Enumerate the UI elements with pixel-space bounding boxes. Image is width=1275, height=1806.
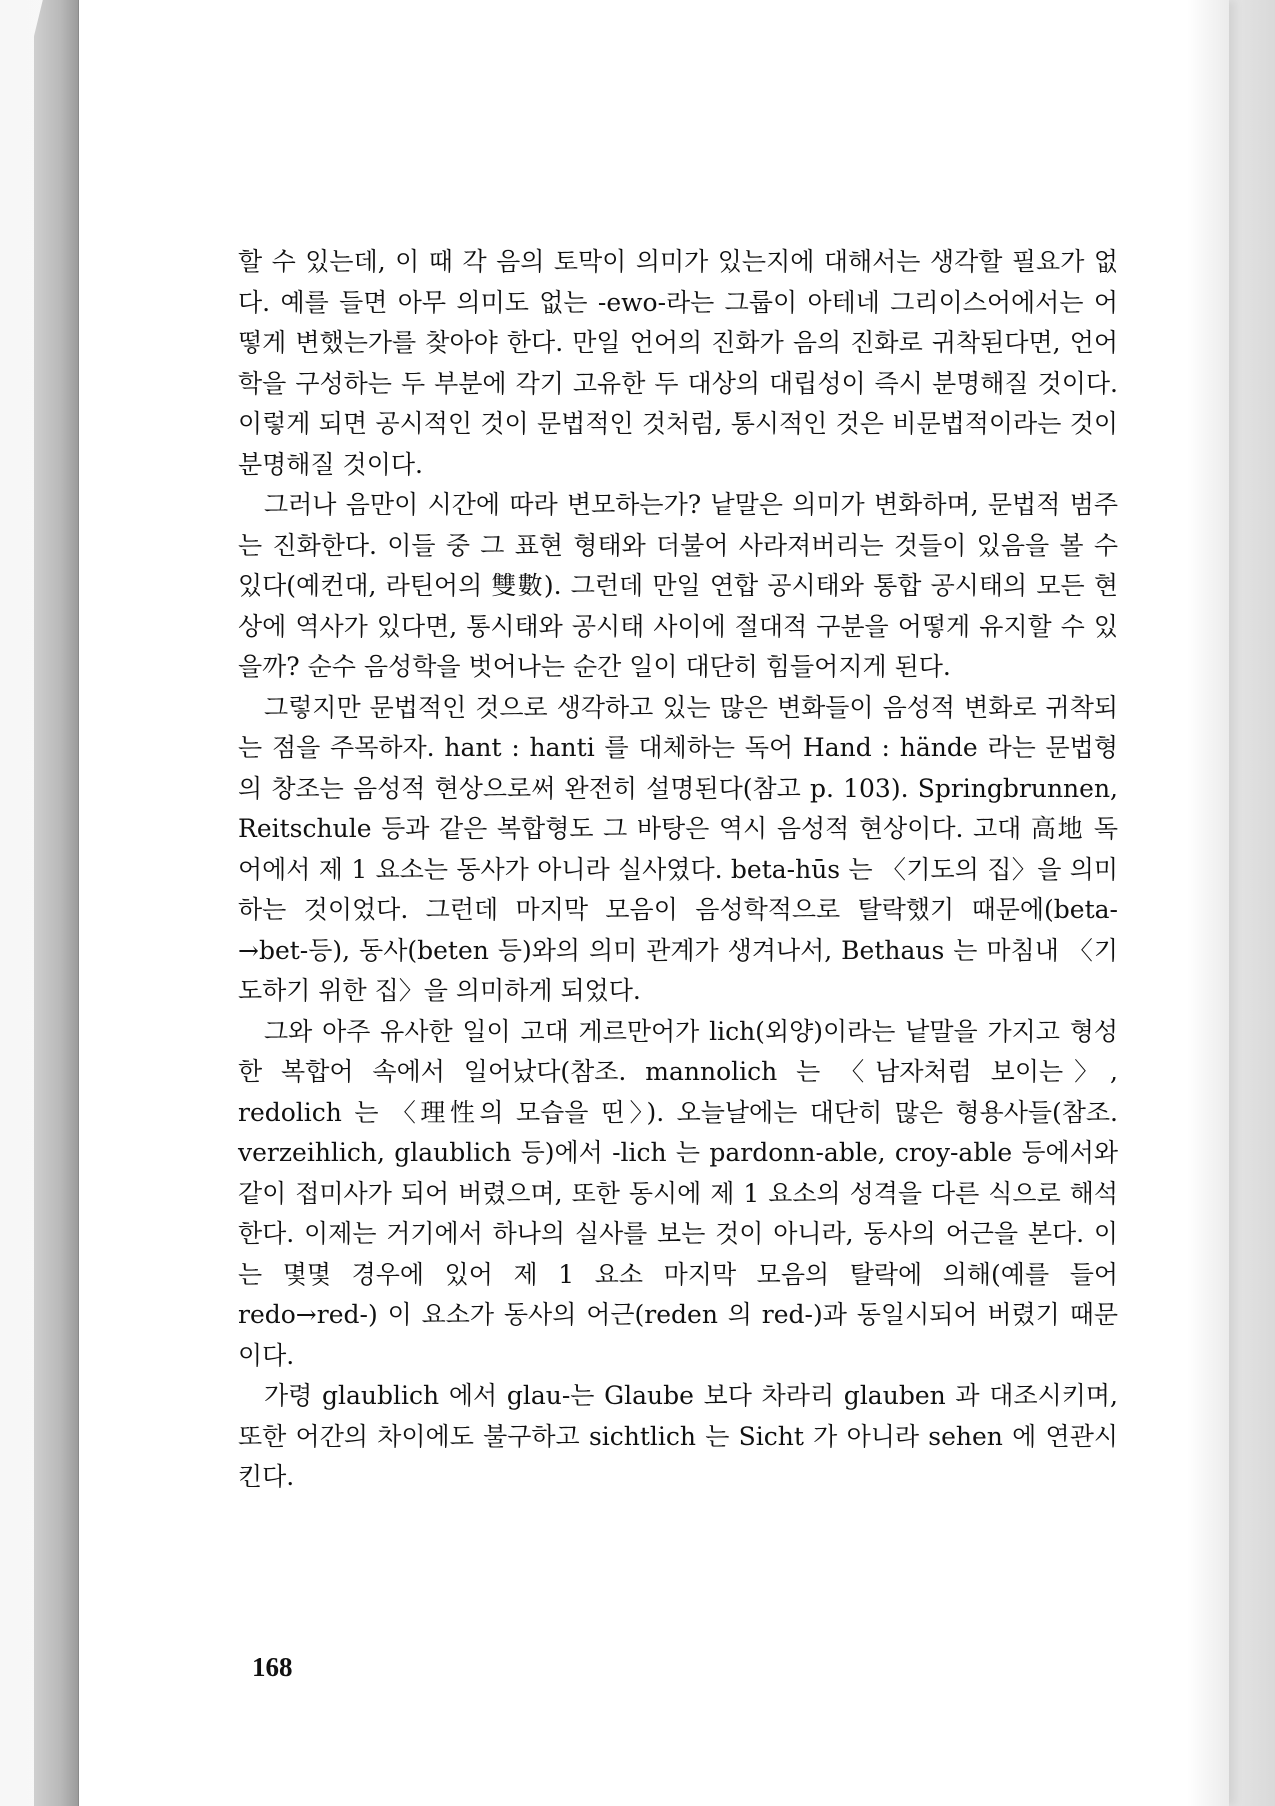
- body-text: [238, 242, 1118, 1498]
- paragraph-1: 할 수 있는데, 이 때 각 음의 토막이 의미가 있는지에 대해서는 생각할 필요가 없다. 예를 들면 아무 의미도 없는 -ewo-라는 그룹이 아테네 그리이스어에서는 어떻게 변했는가를 찾아야 한다. 만일 언어의 진화가 음의 진화로 귀착된다면, 언어학을 구성하는 두 부분에 각기 고유한 두 대상의 대립성이 즉시 분명해질 것이다. 이렇게 되면 공시적인 것이 문법적인 것처럼, 통시적인 것은 비문법적이라는 것이 분명해질 것이다.: [238, 247, 1118, 479]
- page-stack-edge: [34, 0, 78, 1806]
- page-number: 168: [252, 1652, 293, 1682]
- paragraph-3: 그렇지만 문법적인 것으로 생각하고 있는 많은 변화들이 음성적 변화로 귀착되는 점을 주목하자. hant : hanti 를 대체하는 독어 Hand : hände 라는 문법형의 창조는 음성적 현상으로써 완전히 설명된다(참고 p. 103). Springbrunnen, Reitschule 등과 같은 복합형도 그 바탕은 역시 음성적 현상이다. 고대 高地 독어에서 제 1 요소는 동사가 아니라 실사였다. beta-hūs 는 〈기도의 집〉을 의미하는 것이었다. 그런데 마지막 모음이 음성학적으로 탈락했기 때문에(beta-→bet-등), 동사(beten 등)와의 의미 관계가 생겨나서, Bethaus 는 마침내 〈기도하기 위한 집〉을 의미하게 되었다.: [238, 692, 1118, 1005]
- page-shadow: [1187, 0, 1229, 1806]
- paragraph-5: 가령 glaublich 에서 glau-는 Glaube 보다 차라리 glauben 과 대조시키며, 또한 어간의 차이에도 불구하고 sichtlich 는 Sicht 가 아니라 sehen 에 연관시킨다.: [238, 1381, 1118, 1491]
- paragraph-4: 그와 아주 유사한 일이 고대 게르만어가 lich(외양)이라는 낱말을 가지고 형성한 복합어 속에서 일어났다(참조. mannolich 는 〈남자처럼 보이는〉, redolich 는 〈理性의 모습을 띤〉). 오늘날에는 대단히 많은 형용사들(참조. verzeihlich, glaublich 등)에서 -lich 는 pardonn-able, croy-able 등에서와 같이 접미사가 되어 버렸으며, 또한 동시에 제 1 요소의 성격을 다른 식으로 해석한다. 이제는 거기에서 하나의 실사를 보는 것이 아니라, 동사의 어근을 본다. 이는 몇몇 경우에 있어 제 1 요소 마지막 모음의 탈락에 의해(예를 들어 redo→red-) 이 요소가 동사의 어근(reden 의 red-)과 동일시되어 버렸기 때문이다.: [238, 1016, 1118, 1370]
- paragraph-2: 그러나 음만이 시간에 따라 변모하는가? 낱말은 의미가 변화하며, 문법적 범주는 진화한다. 이들 중 그 표현 형태와 더불어 사라져버리는 것들이 있음을 볼 수 있다(예컨대, 라틴어의 雙數). 그런데 만일 연합 공시태와 통합 공시태의 모든 현상에 역사가 있다면, 통시태와 공시태 사이에 절대적 구분을 어떻게 유지할 수 있을까? 순수 음성학을 벗어나는 순간 일이 대단히 힘들어지게 된다.: [238, 490, 1118, 681]
